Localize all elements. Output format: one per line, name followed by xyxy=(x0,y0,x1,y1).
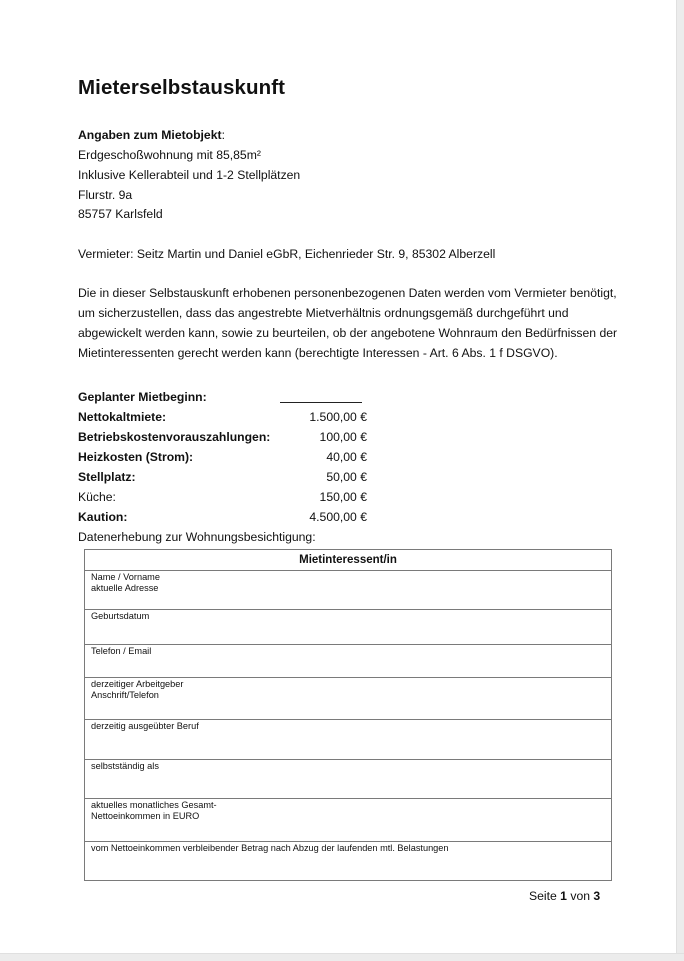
planned-start-label: Geplanter Mietbeginn: xyxy=(78,390,207,404)
property-city: 85757 Karlsfeld xyxy=(78,207,163,221)
privacy-notice xyxy=(78,283,618,363)
cost-value-nettokaltmiete: 1.500,00 € xyxy=(309,410,367,424)
cost-label-kaution: Kaution: xyxy=(78,510,128,524)
landlord-info: Vermieter: Seitz Martin und Daniel eGbR, Eichenrieder Str. 9, 85302 Alberzell xyxy=(78,247,496,261)
cost-label-kueche: Küche: xyxy=(78,490,116,504)
page-edge-right xyxy=(676,0,684,960)
cost-value-heizkosten: 40,00 € xyxy=(326,450,367,464)
form-field-label-line: aktuelle Adresse xyxy=(91,582,159,593)
form-header-row xyxy=(85,550,612,571)
page-prefix: Seite xyxy=(529,889,557,903)
form-field-occupation[interactable] xyxy=(85,720,612,760)
cost-label-nettokaltmiete: Nettokaltmiete: xyxy=(78,410,167,424)
form-field-remaining-amount[interactable] xyxy=(85,842,612,881)
total-pages: 3 xyxy=(593,889,601,903)
form-field-label-line: selbstständig als xyxy=(91,761,159,771)
form-field-label-line: derzeitig ausgeübter Beruf xyxy=(91,721,199,731)
form-header: Mietinteressent/in xyxy=(85,550,612,571)
form-row-remaining-amount xyxy=(85,842,612,881)
privacy-notice-line: Die in dieser Selbstauskunft erhobenen personenbezogenen Daten werden vom Vermieter benötigt, xyxy=(78,286,617,300)
form-field-label-line: Telefon / Email xyxy=(91,646,152,656)
cost-value-stellplatz: 50,00 € xyxy=(326,470,367,484)
form-field-label xyxy=(85,645,611,657)
form-field-name-address[interactable] xyxy=(85,571,612,610)
property-street: Flurstr. 9a xyxy=(78,188,133,202)
form-field-label xyxy=(85,760,611,772)
property-description: Erdgeschoßwohnung mit 85,85m² xyxy=(78,148,261,162)
page-separator: von xyxy=(570,889,590,903)
cost-label-betriebskosten: Betriebskostenvorauszahlungen: xyxy=(78,430,271,444)
form-row-net-income xyxy=(85,799,612,842)
privacy-notice-line: Mietinteressenten gerecht werden kann (berechtigte Interessen - Art. 6 Abs. 1 f DSGVO). xyxy=(78,346,558,360)
applicant-form-table xyxy=(84,549,612,881)
privacy-notice-line: um sicherzustellen, dass das angestrebte Mietverhältnis ordnungsgemäß durchgeführt und xyxy=(78,306,569,320)
form-intro: Datenerhebung zur Wohnungsbesichtigung: xyxy=(78,530,316,544)
form-field-label xyxy=(85,678,611,700)
form-field-label-line: Geburtsdatum xyxy=(91,611,150,621)
form-field-label xyxy=(85,571,611,593)
form-field-label-line: Name / Vorname xyxy=(91,572,160,582)
form-field-label-line: Nettoeinkommen in EURO xyxy=(91,810,200,821)
form-field-label-line: aktuelles monatliches Gesamt- xyxy=(91,800,217,810)
cost-value-kueche: 150,00 € xyxy=(319,490,367,504)
cost-value-betriebskosten: 100,00 € xyxy=(319,430,367,444)
cost-label-stellplatz: Stellplatz: xyxy=(78,470,136,484)
planned-start-field[interactable] xyxy=(280,402,362,403)
form-field-label xyxy=(85,799,611,821)
document-title: Mieterselbstauskunft xyxy=(78,76,286,99)
form-field-label-line: vom Nettoeinkommen verbleibender Betrag nach Abzug der laufenden mtl. Belastungen xyxy=(91,843,449,853)
current-page: 1 xyxy=(560,889,567,903)
form-row-phone-email xyxy=(85,645,612,678)
form-field-birthdate[interactable] xyxy=(85,610,612,645)
form-field-net-income[interactable] xyxy=(85,799,612,842)
form-field-label xyxy=(85,842,611,854)
property-heading xyxy=(78,128,225,142)
cost-label-heizkosten: Heizkosten (Strom): xyxy=(78,450,194,464)
form-field-label xyxy=(85,720,611,732)
form-row-birthdate xyxy=(85,610,612,645)
page-number xyxy=(529,889,600,903)
property-heading-label: Angaben zum Mietobjekt xyxy=(78,128,222,142)
form-field-label-line: Anschrift/Telefon xyxy=(91,689,159,700)
property-heading-colon: : xyxy=(221,128,225,142)
form-field-phone-email[interactable] xyxy=(85,645,612,678)
cost-value-kaution: 4.500,00 € xyxy=(309,510,367,524)
form-field-label-line: derzeitiger Arbeitgeber xyxy=(91,679,184,689)
property-extras: Inklusive Kellerabteil und 1-2 Stellplätzen xyxy=(78,168,301,182)
form-row-employer xyxy=(85,678,612,720)
form-field-employer[interactable] xyxy=(85,678,612,720)
privacy-notice-line: abgewickelt werden kann, sowie zu beurteilen, ob der angebotene Wohnraum den Bedürfnissen der xyxy=(78,326,618,340)
form-row-occupation xyxy=(85,720,612,760)
form-field-label xyxy=(85,610,611,622)
form-field-self-employed[interactable] xyxy=(85,760,612,799)
form-row-self-employed xyxy=(85,760,612,799)
form-row-name-address xyxy=(85,571,612,610)
